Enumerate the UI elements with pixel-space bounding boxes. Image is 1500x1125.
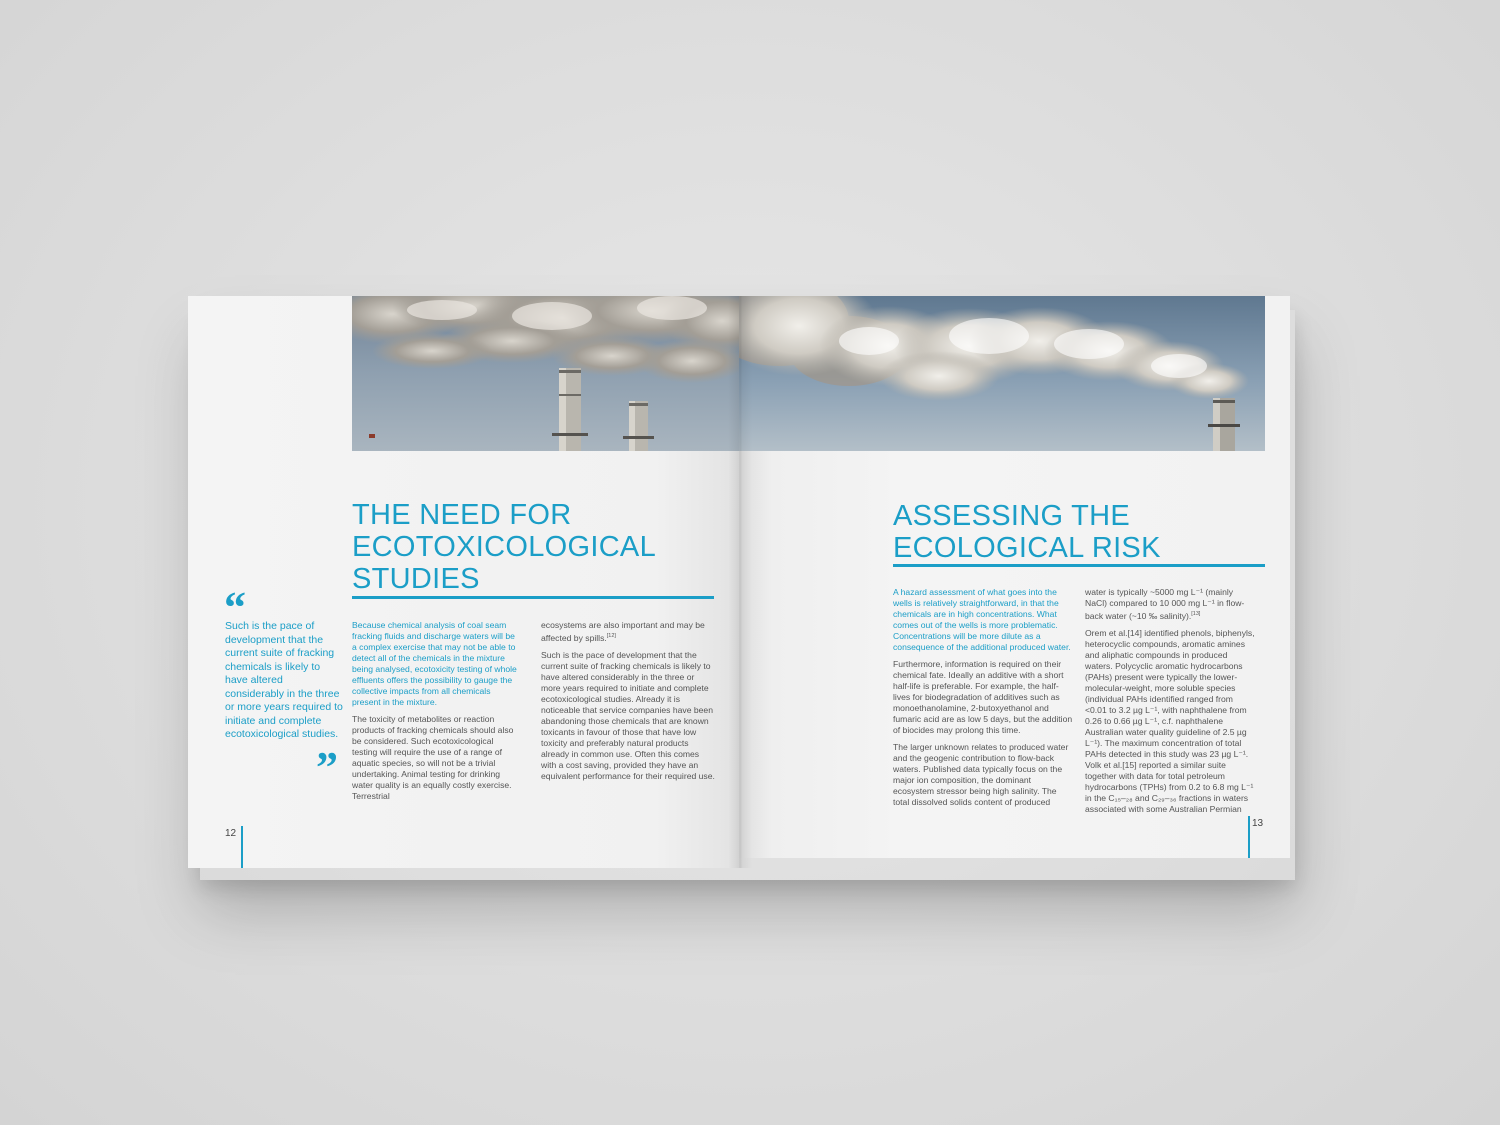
left-column-2: [541, 620, 715, 788]
title-line: THE NEED FOR: [352, 499, 572, 531]
body-paragraph: Orem et al.[14] identified phenols, biphenyls, heterocyclic compounds, aromatic amines and aliphatic compounds in produced waters. Polycyclic aromatic hydrocarbons (PAHs) present were typically the lower-molecular-weight, more soluble species (individual PAHs identified ranged from <0.01 to 3.2 µg L⁻¹, with naphthalene from 0.26 to 0.66 µg L⁻¹, c.f. naphthalene Australian water quality guideline of 2.5 µg L⁻¹). The maximum concentration of total PAHs detected in this study was 23 µg L⁻¹. Volk et al.[15] reported a similar suite together with data for total petroleum hydrocarbons (TPHs) from 0.2 to 6.8 mg L⁻¹ in the C₁₅–₂₈ and C₂₉–₃₆ fractions in waters associated with some Australian Permian: [1085, 627, 1255, 814]
title-line: ECOTOXICOLOGICAL: [352, 531, 657, 563]
title-line: ECOLOGICAL RISK: [893, 532, 1161, 564]
page-number-bar: [241, 826, 243, 868]
title-line: ASSESSING THE: [893, 500, 1131, 532]
lead-paragraph: A hazard assessment of what goes into the wells is relatively straightforward, in that the chemicals are in high concentrations. What comes out of the wells is more problematic. Concentrations will be more dilute as a consequence of the additional produced water.: [893, 587, 1071, 652]
body-paragraph: The larger unknown relates to produced water and the geogenic contribution to flow-back waters. Published data typically focus on the major ion composition, the dominant ecosystem stressor being high salinity. The total dissolved solids content of produced: [893, 742, 1069, 807]
right-page: [739, 296, 1290, 858]
reference-mark: [13]: [1191, 611, 1201, 617]
body-paragraph: water is typically ~5000 mg L⁻¹ (mainly NaCl) compared to 10 000 mg L⁻¹ in flow-back water (~10 ‰ salinity).[13]: [1085, 587, 1245, 621]
section-title-left: [352, 499, 656, 595]
reference-mark: [12]: [606, 633, 616, 639]
title-line: STUDIES: [352, 563, 480, 595]
pull-quote: Such is the pace of development that the current suite of fracking chemicals is likely to have altered considerably in the three or more years required to initiate and complete ecotoxicological studies.: [225, 620, 343, 740]
body-paragraph: Such is the pace of development that the current suite of fracking chemicals is likely to have altered considerably in the three or more years required to initiate and complete ecotoxicological studies. Already it is noticeable that service companies have been abandoning those chemicals that are known toxicants in favour of those that have low toxicity and preferably natural products already in common use. Often this comes with a cost saving, provided they have an equivalent performance for their required use.: [541, 649, 715, 781]
body-paragraph: Furthermore, information is required on their chemical fate. Ideally an additive with a short half-life is preferable. For example, the half-lives for biodegradation of additives such as monoethanolamine, 2-butoxyethanol and fumaric acid are as low 5 days, but the addition of biocides may prolong this time.: [893, 659, 1073, 735]
section-title-right: [893, 500, 1161, 564]
smokestack-photo-left: [352, 296, 739, 451]
book-spine-shadow: [728, 296, 752, 868]
right-column-2: [1085, 587, 1257, 821]
close-quote-icon: ”: [316, 743, 338, 792]
left-column-1: [352, 620, 518, 808]
title-underline: [352, 596, 714, 599]
title-underline: [893, 564, 1265, 567]
page-number-bar: [1248, 816, 1250, 858]
body-paragraph: The toxicity of metabolites or reaction products of fracking chemicals should also be considered. Such ecotoxicological testing will require the use of a range of aquatic species, so will not be a trivial undertaking. Animal testing for drinking water quality is an equally costly exercise. Terrestrial: [352, 714, 514, 801]
left-page: [188, 296, 739, 868]
page-number: 13: [1252, 818, 1264, 829]
right-column-1: [893, 587, 1073, 814]
open-quote-icon: “: [224, 583, 246, 632]
smokestack-photo-right: [739, 296, 1265, 451]
lead-paragraph: Because chemical analysis of coal seam fracking fluids and discharge waters will be a complex exercise that may not be able to detect all of the chemicals in the mixture being analysed, ecotoxicity testing of whole effluents offers the possibility to gauge the collective impacts from all chemicals present in the mixture.: [352, 620, 517, 707]
body-paragraph: ecosystems are also important and may be affected by spills.[12]: [541, 620, 705, 643]
page-number: 12: [225, 828, 237, 839]
